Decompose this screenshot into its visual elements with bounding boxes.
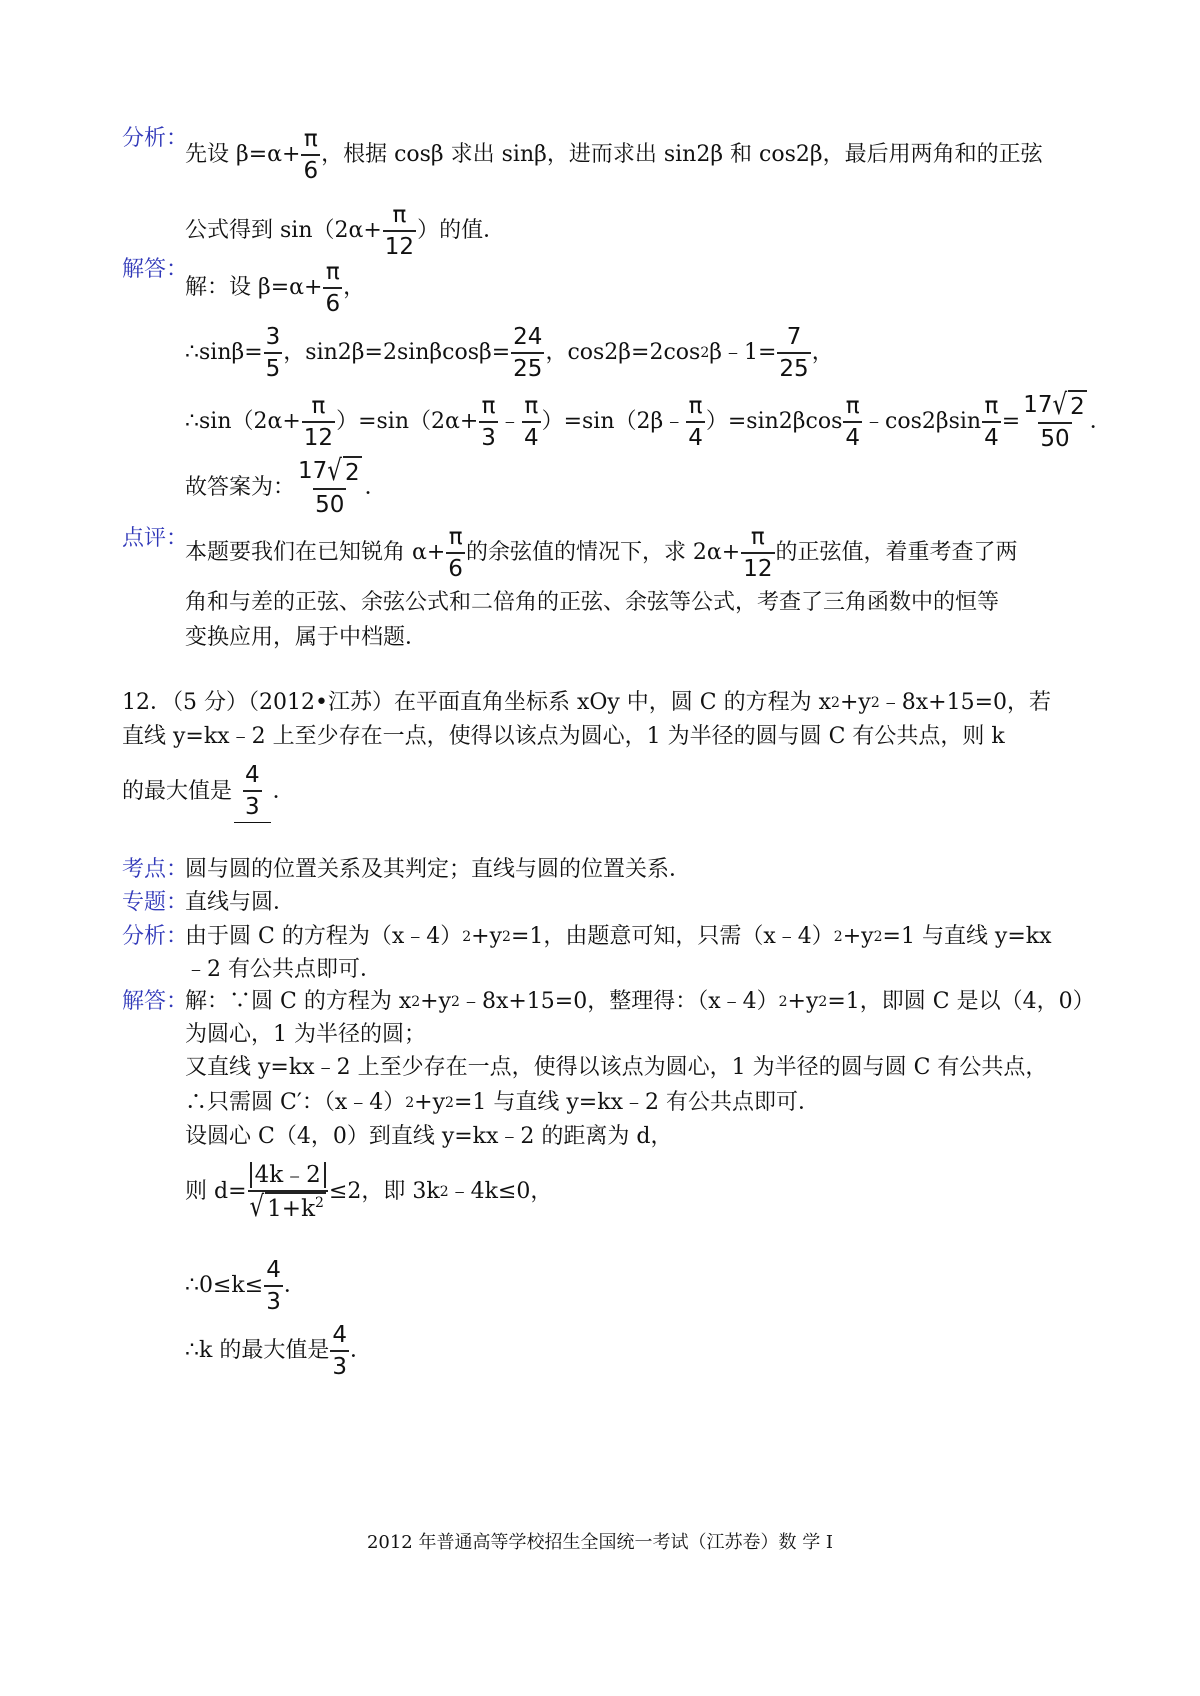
comment-label: 点评： — [122, 526, 189, 551]
solution-line-4: 故答案为： 17 √ 2 50 ． — [185, 454, 387, 518]
fraction: $\frac{\pi}{4}$ — [523, 393, 539, 451]
comment-line-3: 变换应用，属于中档题． — [185, 625, 428, 650]
kaodian-label: 考点： — [122, 857, 189, 882]
solution-line-1: 解：设 β=α+ $\frac{\pi}{6}$ ， — [185, 259, 366, 317]
fraction: $\frac{4}{3}$ — [266, 1257, 281, 1315]
page-footer: 2012 年普通高等学校招生全国统一考试（江苏卷）数 学 I — [366, 1532, 834, 1553]
text: 公式得到 sin（2α+ — [185, 218, 382, 243]
fraction: $\frac{\pi}{6}$ — [325, 259, 341, 317]
analysis-label: 分析： — [122, 126, 189, 151]
solution2-line-4: ∴只需圆 C′：（x﹣4） 2 +y 2 =1 与直线 y=kx﹣2 有公共点即可． — [185, 1090, 820, 1115]
fraction: $\frac{\pi}{4}$ — [688, 393, 703, 451]
fraction: $\frac{7}{25}$ — [779, 324, 809, 382]
answer-fraction: 17 √ 2 50 — [298, 454, 360, 518]
fraction: $\frac{4}{3}$ — [332, 1322, 347, 1380]
solution-label-2: 解答： — [122, 989, 189, 1014]
solution-label: 解答： — [122, 257, 189, 282]
zhuanti-label: 专题： — [122, 890, 189, 915]
kaodian-text: 圆与圆的位置关系及其判定；直线与圆的位置关系． — [185, 857, 692, 882]
analysis2-line-1: 由于圆 C 的方程为（x﹣4） 2 +y 2 =1，由题意可知，只需（x﹣4） 2 +y 2 =1 与直线 y=kx — [185, 924, 1052, 949]
question-12-line-2: 直线 y=kx﹣2 上至少存在一点，使得以该点为圆心，1 为半径的圆与圆 C 有公共点，则 k — [122, 724, 1005, 749]
zhuanti-text: 直线与圆． — [185, 890, 296, 915]
solution2-line-8: ∴k 的最大值是 $\frac{4}{3}$ ． — [185, 1322, 372, 1380]
solution2-line-6: 则 d= 4k﹣2 √ $1+k^2$ ≤2，即 3k 2 ﹣4k≤0， — [185, 1162, 553, 1224]
question-12-line-1: 12．（5 分）（2012•江苏）在平面直角坐标系 xOy 中，圆 C 的方程为 x 2 +y 2 ﹣8x+15=0，若 — [122, 690, 1052, 715]
fraction: $\frac{\pi}{12}$ — [303, 393, 334, 451]
fraction: $\frac{3}{5}$ — [265, 324, 281, 382]
text: ）的值． — [417, 218, 506, 243]
text: 先设 β=α+ — [185, 142, 301, 167]
comment-line-2: 角和与差的正弦、余弦公式和二倍角的正弦、余弦等公式，考查了三角函数中的恒等 — [185, 590, 1000, 615]
distance-fraction: 4k﹣2 √ $1+k^2$ — [248, 1160, 328, 1224]
solution2-line-1: 解：∵圆 C 的方程为 x 2 +y 2 ﹣8x+15=0，整理得：（x﹣4） 2 +y 2 =1，即圆 C 是以（4，0） — [185, 989, 1095, 1014]
fraction: $\frac{\pi}{12}$ — [743, 524, 773, 582]
analysis-line-2 — [185, 200, 505, 262]
solution2-line-5: 设圆心 C（4，0）到直线 y=kx﹣2 的距离为 d， — [185, 1124, 673, 1149]
fraction: $\frac{\pi}{4}$ — [984, 393, 999, 451]
fraction: $\frac{\pi}{3}$ — [481, 393, 496, 451]
solution2-line-2: 为圆心，1 为半径的圆； — [185, 1022, 426, 1047]
text: ，根据 cosβ 求出 sinβ，进而求出 sin2β 和 cos2β，最后用两角和的正弦 — [321, 142, 1043, 167]
fraction: 17 √ 2 50 — [1023, 388, 1085, 452]
solution-line-2: ∴sinβ= $\frac{3}{5}$ ，sin2β=2sinβcosβ= $\frac{24}{25}$ ，cos2β=2cos 2 β﹣1= $\frac{7}{25}$ ， — [185, 324, 834, 382]
solution2-line-3: 又直线 y=kx﹣2 上至少存在一点，使得以该点为圆心，1 为半径的圆与圆 C 有公共点， — [185, 1055, 1048, 1080]
fraction: $\frac{\pi}{6}$ — [448, 524, 463, 582]
fraction: $\frac{24}{25}$ — [513, 324, 543, 382]
analysis2-line-2: ﹣2 有公共点即可． — [185, 957, 382, 982]
analysis-line-1 — [185, 124, 1043, 186]
question-12-line-3: 的最大值是 $\frac{4}{3}$ ． — [122, 760, 295, 823]
comment-line-1: 本题要我们在已知锐角 α+ $\frac{\pi}{6}$ 的余弦值的情况下，求 2α+ $\frac{\pi}{12}$ 的正弦值，着重考查了两 — [185, 524, 1018, 582]
fraction: $\frac{\pi}{12}$ — [384, 202, 415, 260]
fraction: $\frac{\pi}{4}$ — [845, 393, 861, 451]
answer-blank: $\frac{4}{3}$ — [234, 760, 271, 823]
solution2-line-7: ∴0≤k≤ $\frac{4}{3}$ ． — [185, 1257, 306, 1315]
solution-line-3: ∴sin（2α+ $\frac{\pi}{12}$ ）=sin（2α+ $\frac{\pi}{3}$ ﹣ $\frac{\pi}{4}$ ）=sin（2β﹣ $\frac{\pi}{4}$ ）=sin2βcos $\frac{\pi}{4}$ ﹣cos2βsin $\frac{\pi}{4}$ = 17 √ 2 50 ． — [185, 388, 1112, 452]
analysis-label-2: 分析： — [122, 924, 189, 949]
fraction: $\frac{\pi}{6}$ — [303, 126, 319, 184]
